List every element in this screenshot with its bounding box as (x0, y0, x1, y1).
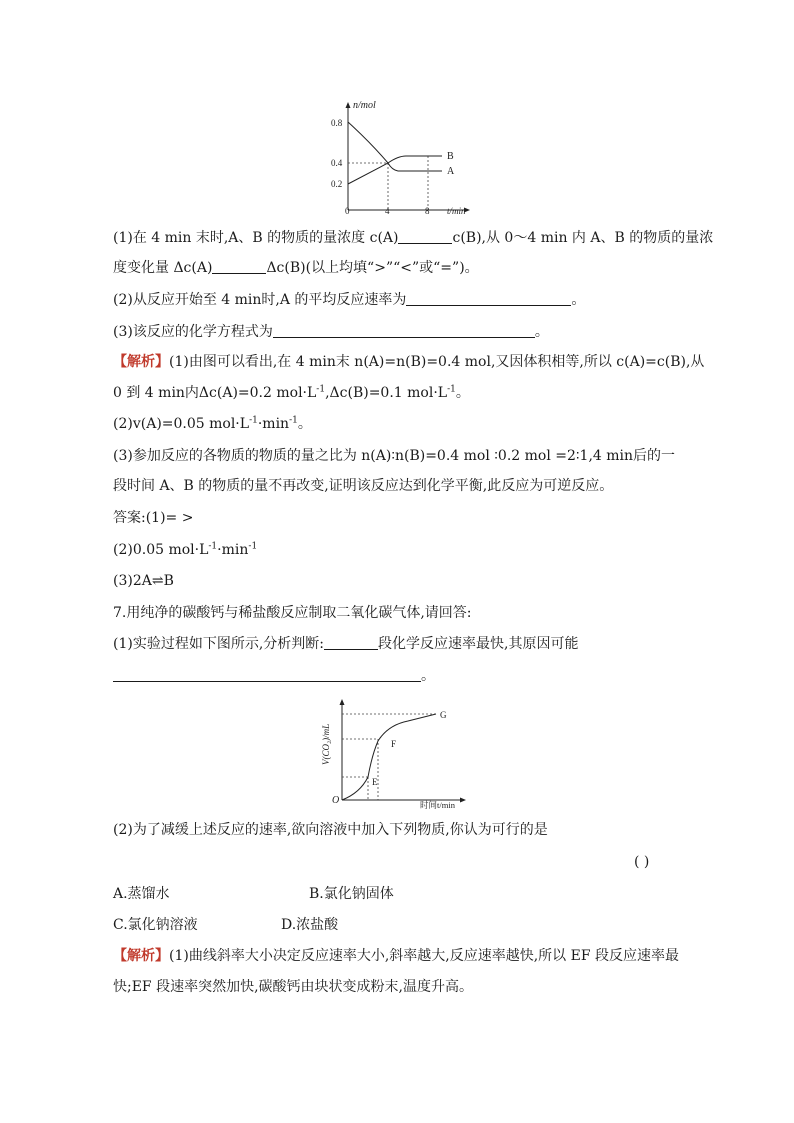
q7-part1-line2: 。 (113, 666, 435, 686)
x-tick-label: 0 (345, 206, 350, 216)
y-axis-arrow (346, 102, 351, 108)
option-d[interactable]: D.浓盐酸 (281, 917, 339, 933)
q7-analysis-line1: 【解析】(1)曲线斜率大小决定反应速率大小,斜率越大,反应速率越快,所以 EF 段反应速率最 (113, 948, 680, 964)
y-tick-label: 0.4 (331, 158, 343, 168)
series-label-b: B (447, 151, 454, 162)
q7-part2: (2)为了减缓上述反应的速率,欲向溶液中加入下列物质,你认为可行的是 (113, 822, 548, 838)
option-b[interactable]: B.氯化钠固体 (309, 886, 394, 902)
q6-analysis-part3-line1: (3)参加反应的各物质的物质的量之比为 n(A)∶n(B)=0.4 mol ∶0.2 mol =2∶1,4 min后的一 (113, 448, 676, 464)
q6-analysis-part3-line2: 段时间 A、B 的物质的量不再改变,证明该反应达到化学平衡,此反应为可逆反应。 (113, 478, 614, 494)
option-c[interactable]: C.氯化钠溶液 (113, 917, 198, 933)
analysis-tag: 【解析】 (113, 948, 169, 964)
analysis-tag: 【解析】 (113, 354, 169, 370)
answer-blank[interactable] (212, 259, 266, 274)
figure-co2-volume-vs-time (312, 697, 472, 812)
q6-answer-1: 答案:(1)= > (113, 510, 194, 526)
curve-a (348, 122, 442, 171)
point-label-f: F (391, 739, 397, 749)
y-axis-label: n/mol (353, 100, 376, 111)
point-label-e: E (372, 777, 378, 787)
q7-part1-line1: (1)实验过程如下图所示,分析判断: 段化学反应速率最快,其原因可能 (113, 636, 579, 652)
q6-part3: (3)该反应的化学方程式为 。 (113, 324, 549, 340)
x-axis-label: 时间t/min (420, 800, 455, 810)
y-tick-label: 0.8 (331, 118, 343, 128)
y-tick-label: 0.2 (331, 179, 343, 189)
x-tick-label: 4 (385, 206, 390, 216)
origin-label: O (332, 795, 340, 806)
q7-title: 7.用纯净的碳酸钙与稀盐酸反应制取二氧化碳气体,请回答: (113, 605, 472, 621)
series-label-a: A (447, 166, 455, 177)
q6-answer-3: (3)2A⇌B (113, 573, 174, 589)
q6-part1-line1: (1)在 4 min 末时,A、B 的物质的量浓度 c(A) c(B),从 0～4 min 内 A、B 的物质的量浓 (113, 230, 714, 246)
figure-amount-vs-time (326, 98, 476, 220)
q6-answer-2: (2)0.05 $mol\cdot L^{-1}\cdot\min^{-1}$ (113, 541, 258, 558)
q6-analysis-part2: (2)v(A)=0.05 $mol\cdot L^{-1}\cdot\min^{-1}$。 (113, 415, 312, 432)
answer-blank[interactable] (398, 229, 452, 244)
y-axis-label: V(CO₂)/mL (321, 723, 331, 765)
q6-part1-line2: 度变化量 Δc(A) Δc(B)(以上均填“>”“<”或“=”)。 (113, 260, 479, 276)
q7-analysis-line2: 快;EF 段速率突然加快,碳酸钙由块状变成粉末,温度升高。 (113, 979, 473, 995)
x-axis-label: t/min (447, 206, 466, 216)
x-tick-label: 8 (425, 206, 430, 216)
x-axis-arrow (460, 798, 466, 803)
y-axis-arrow (340, 699, 345, 705)
q6-analysis-line2: 0 到 4 min内Δc(A)=0.2 $mol\cdot L^{-1},\Delta c(B)=0.1$ $mol\cdot L^{-1}$。 (113, 384, 470, 401)
answer-blank[interactable] (113, 667, 421, 682)
volume-curve (342, 714, 436, 800)
answer-blank[interactable] (406, 291, 571, 306)
q6-analysis-line1: 【解析】(1)由图可以看出,在 4 min末 n(A)=n(B)=0.4 mol,又因体积相等,所以 c(A)=c(B),从 (113, 354, 705, 370)
point-label-g: G (440, 710, 447, 720)
answer-blank[interactable] (324, 635, 378, 650)
q6-part2: (2)从反应开始至 4 min时,A 的平均反应速率为 。 (113, 292, 586, 308)
answer-paren[interactable]: ( ) (634, 854, 650, 870)
option-a[interactable]: A.蒸馏水 (113, 886, 170, 902)
answer-blank[interactable] (273, 323, 535, 338)
